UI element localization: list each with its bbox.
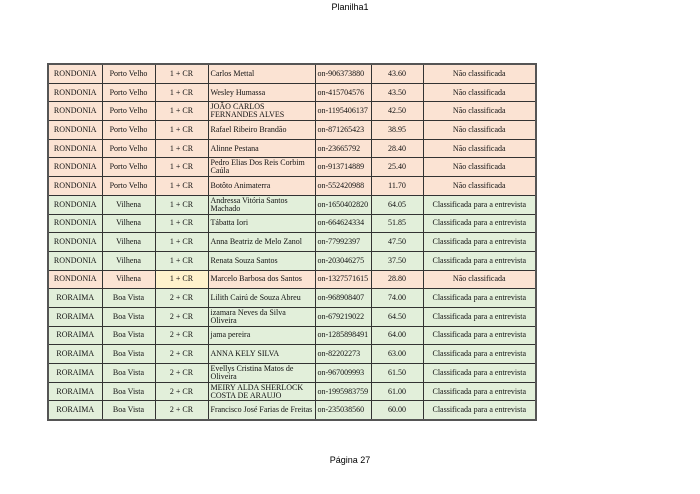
cell-registration: on-913714889 [315,158,371,177]
table-row [48,401,536,420]
cell-candidate-name: Lilith Cairú de Souza Abreu [208,289,315,308]
cell-city: Boa Vista [102,401,155,420]
table-row [48,364,536,383]
cell-registration: on-415704576 [315,83,371,102]
cell-status: Classificada para a entrevista [423,289,536,308]
cell-city: Vilhena [102,270,155,289]
cell-vacancies: 2 + CR [155,326,208,345]
cell-candidate-name: jama pereira [208,326,315,345]
cell-registration: on-1327571615 [315,270,371,289]
cell-state: RORAIMA [48,364,102,383]
cell-vacancies: 2 + CR [155,364,208,383]
cell-status: Classificada para a entrevista [423,251,536,270]
cell-candidate-name: MEIRY ALDA SHERLOCK COSTA DE ARAUJO [208,382,315,401]
cell-status: Classificada para a entrevista [423,364,536,383]
table-row [48,139,536,158]
cell-vacancies: 1 + CR [155,121,208,140]
cell-vacancies: 1 + CR [155,233,208,252]
cell-state: RORAIMA [48,382,102,401]
table-row [48,289,536,308]
cell-status: Não classificada [423,139,536,158]
cell-vacancies: 1 + CR [155,177,208,196]
cell-state: RONDONIA [48,83,102,102]
cell-state: RONDONIA [48,233,102,252]
table-row [48,64,536,83]
table-row [48,83,536,102]
cell-candidate-name: ANNA KELY SILVA [208,345,315,364]
cell-state: RORAIMA [48,326,102,345]
cell-city: Vilhena [102,233,155,252]
cell-candidate-name: Marcelo Barbosa dos Santos [208,270,315,289]
cell-state: RORAIMA [48,345,102,364]
table-row [48,233,536,252]
cell-registration: on-552420988 [315,177,371,196]
cell-status: Não classificada [423,270,536,289]
cell-vacancies: 2 + CR [155,401,208,420]
cell-city: Vilhena [102,195,155,214]
cell-score: 64.50 [371,307,423,326]
cell-registration: on-967009993 [315,364,371,383]
cell-status: Classificada para a entrevista [423,382,536,401]
table-row [48,251,536,270]
cell-candidate-name: Botôto Animaterra [208,177,315,196]
cell-city: Boa Vista [102,382,155,401]
cell-score: 43.50 [371,83,423,102]
cell-candidate-name: Wesley Humassa [208,83,315,102]
cell-vacancies: 1 + CR [155,195,208,214]
cell-state: RONDONIA [48,102,102,121]
cell-state: RONDONIA [48,64,102,83]
table-row [48,382,536,401]
page-header: Planilha1 [331,2,369,12]
cell-vacancies: 1 + CR [155,214,208,233]
cell-vacancies: 2 + CR [155,289,208,308]
cell-status: Não classificada [423,121,536,140]
cell-state: RONDONIA [48,251,102,270]
cell-vacancies: 1 + CR [155,83,208,102]
cell-vacancies: 2 + CR [155,307,208,326]
cell-candidate-name: Anna Beatriz de Melo Zanol [208,233,315,252]
cell-candidate-name: Pedro Elias Dos Reis Corbim Caúla [208,158,315,177]
cell-score: 61.00 [371,382,423,401]
cell-city: Porto Velho [102,121,155,140]
page-footer: Página 27 [329,455,371,465]
cell-city: Porto Velho [102,158,155,177]
table-row [48,102,536,121]
cell-score: 28.40 [371,139,423,158]
cell-city: Vilhena [102,251,155,270]
cell-city: Boa Vista [102,364,155,383]
table-row [48,158,536,177]
cell-candidate-name: Rafael Ribeiro Brandão [208,121,315,140]
cell-vacancies: 1 + CR [155,158,208,177]
cell-status: Classificada para a entrevista [423,214,536,233]
cell-city: Porto Velho [102,83,155,102]
table-row [48,177,536,196]
cell-score: 11.70 [371,177,423,196]
cell-registration: on-1195406137 [315,102,371,121]
table-row [48,345,536,364]
cell-city: Porto Velho [102,139,155,158]
cell-status: Não classificada [423,64,536,83]
cell-vacancies: 1 + CR [155,251,208,270]
cell-city: Porto Velho [102,102,155,121]
cell-state: RONDONIA [48,270,102,289]
cell-score: 60.00 [371,401,423,420]
cell-vacancies: 1 + CR [155,102,208,121]
cell-score: 25.40 [371,158,423,177]
cell-candidate-name: Tábatta Iori [208,214,315,233]
cell-vacancies: 2 + CR [155,345,208,364]
cell-city: Boa Vista [102,289,155,308]
cell-status: Não classificada [423,83,536,102]
cell-score: 47.50 [371,233,423,252]
cell-status: Classificada para a entrevista [423,401,536,420]
cell-registration: on-664624334 [315,214,371,233]
cell-candidate-name: Alinne Pestana [208,139,315,158]
cell-candidate-name: JOÃO CARLOS FERNANDES ALVES [208,102,315,121]
cell-state: RORAIMA [48,307,102,326]
table-row [48,195,536,214]
cell-score: 63.00 [371,345,423,364]
cell-score: 51.85 [371,214,423,233]
cell-vacancies: 2 + CR [155,382,208,401]
cell-candidate-name: Evellys Cristina Matos de Oliveira [208,364,315,383]
table-row [48,121,536,140]
cell-state: RORAIMA [48,401,102,420]
results-table [47,63,537,421]
cell-state: RORAIMA [48,289,102,308]
cell-state: RONDONIA [48,214,102,233]
cell-candidate-name: Renata Souza Santos [208,251,315,270]
cell-registration: on-82202273 [315,345,371,364]
cell-status: Não classificada [423,158,536,177]
cell-state: RONDONIA [48,121,102,140]
cell-registration: on-77992397 [315,233,371,252]
cell-state: RONDONIA [48,195,102,214]
table-row [48,214,536,233]
cell-status: Classificada para a entrevista [423,345,536,364]
cell-registration: on-1650402820 [315,195,371,214]
cell-registration: on-23665792 [315,139,371,158]
cell-status: Classificada para a entrevista [423,307,536,326]
cell-status: Classificada para a entrevista [423,233,536,252]
cell-status: Não classificada [423,102,536,121]
cell-score: 42.50 [371,102,423,121]
cell-registration: on-968908407 [315,289,371,308]
cell-status: Não classificada [423,177,536,196]
cell-state: RONDONIA [48,177,102,196]
table-row [48,307,536,326]
cell-registration: on-1995983759 [315,382,371,401]
cell-city: Boa Vista [102,307,155,326]
table-row [48,270,536,289]
cell-city: Boa Vista [102,345,155,364]
cell-score: 43.60 [371,64,423,83]
cell-score: 28.80 [371,270,423,289]
cell-candidate-name: Andressa Vitória Santos Machado [208,195,315,214]
cell-score: 64.00 [371,326,423,345]
cell-state: RONDONIA [48,158,102,177]
cell-city: Vilhena [102,214,155,233]
cell-registration: on-679219022 [315,307,371,326]
cell-state: RONDONIA [48,139,102,158]
cell-score: 74.00 [371,289,423,308]
table-row [48,326,536,345]
cell-city: Boa Vista [102,326,155,345]
cell-city: Porto Velho [102,64,155,83]
cell-vacancies: 1 + CR [155,64,208,83]
cell-score: 38.95 [371,121,423,140]
cell-score: 64.05 [371,195,423,214]
cell-score: 61.50 [371,364,423,383]
cell-vacancies: 1 + CR [155,270,208,289]
cell-registration: on-1285898491 [315,326,371,345]
cell-score: 37.50 [371,251,423,270]
cell-status: Classificada para a entrevista [423,326,536,345]
cell-candidate-name: Carlos Mettal [208,64,315,83]
cell-registration: on-871265423 [315,121,371,140]
cell-registration: on-203046275 [315,251,371,270]
cell-candidate-name: Francisco José Farias de Freitas [208,401,315,420]
cell-status: Classificada para a entrevista [423,195,536,214]
cell-city: Porto Velho [102,177,155,196]
cell-vacancies: 1 + CR [155,139,208,158]
cell-registration: on-235038560 [315,401,371,420]
cell-registration: on-906373880 [315,64,371,83]
cell-candidate-name: izamara Neves da Silva Oliveira [208,307,315,326]
